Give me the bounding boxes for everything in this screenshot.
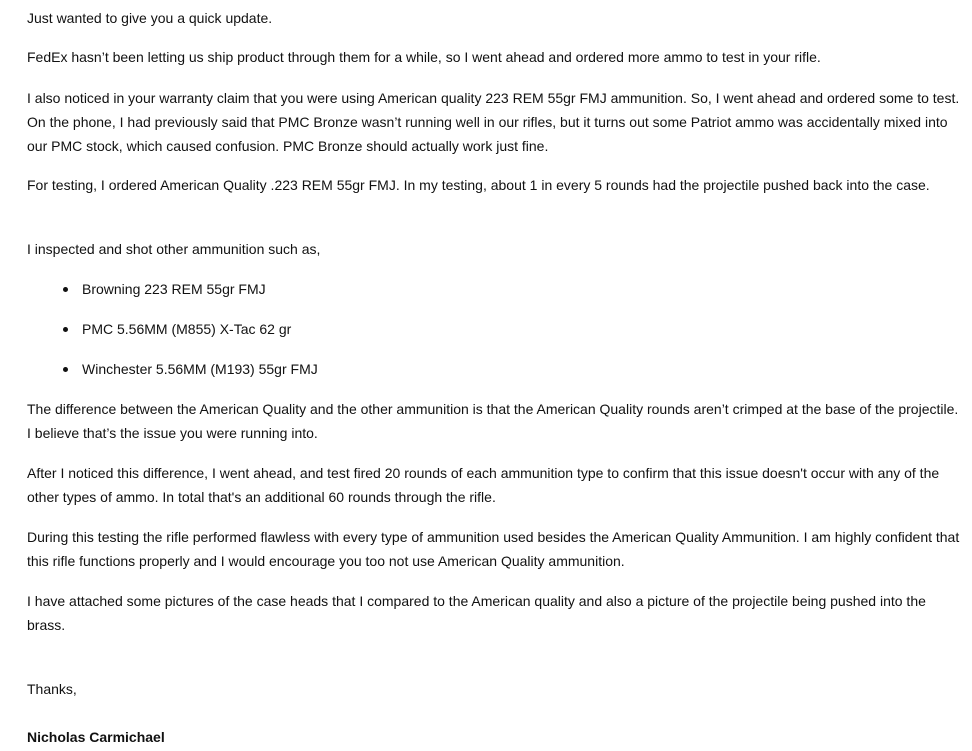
signature-name: Nicholas Carmichael bbox=[27, 729, 165, 745]
result-paragraph: During this testing the rifle performed flawless with every type of ammunition used besides the American Quality Ammunition. I am highly confident that this rifle functions properly and I would encourage you too not use American Quality ammunition. bbox=[27, 529, 960, 569]
shipping-paragraph: FedEx hasn’t been letting us ship product through them for a while, so I went ahead and ordered more ammo to test in your rifle. bbox=[27, 49, 821, 65]
intro-paragraph: Just wanted to give you a quick update. bbox=[27, 10, 273, 26]
testing-paragraph: For testing, I ordered American Quality .223 REM 55gr FMJ. In my testing, about 1 in every 5 rounds had the projectile pushed back into the case. bbox=[27, 177, 930, 193]
list-item-text: Browning 223 REM 55gr FMJ bbox=[82, 281, 266, 297]
test-fire-paragraph: After I noticed this difference, I went ahead, and test fired 20 rounds of each ammunition type to confirm that this issue doesn't occur with any of the other types of ammo. In total that's an additional 60 rounds through the rifle. bbox=[27, 465, 940, 505]
difference-paragraph: The difference between the American Quality and the other ammunition is that the American Quality rounds aren’t crimped at the base of the projectile. I believe that’s the issue you were running into. bbox=[27, 401, 959, 441]
bullet-icon bbox=[63, 287, 68, 292]
closing-text: Thanks, bbox=[27, 681, 77, 697]
other-ammo-intro: I inspected and shot other ammunition such as, bbox=[27, 241, 321, 257]
list-item-text: Winchester 5.56MM (M193) 55gr FMJ bbox=[82, 361, 318, 377]
bullet-icon bbox=[63, 327, 68, 332]
list-item-text: PMC 5.56MM (M855) X-Tac 62 gr bbox=[82, 321, 292, 337]
attachments-paragraph: I have attached some pictures of the case heads that I compared to the American quality and also a picture of the projectile being pushed into the brass. bbox=[27, 593, 926, 633]
bullet-icon bbox=[63, 367, 68, 372]
warranty-paragraph: I also noticed in your warranty claim that you were using American quality 223 REM 55gr FMJ ammunition. So, I went ahead and ordered some to test. On the phone, I had previously said that PMC Bronze wasn’t running well in our rifles, but it turns out some Patriot ammo was accidentally mixed into our PMC stock, which caused confusion. PMC Bronze should actually work just fine. bbox=[27, 90, 960, 154]
